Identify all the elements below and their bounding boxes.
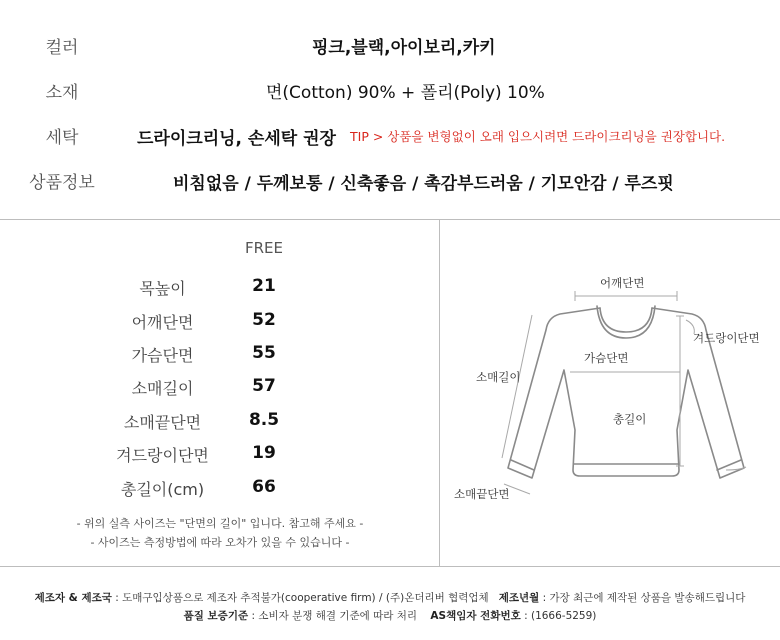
product-value: 비침없음 / 두께보통 / 신축좋음 / 촉감부드러움 / 기모안감 / 루즈핏 (173, 174, 674, 194)
washing-value: 드라이크리닝, 손세탁 권장 (137, 129, 336, 149)
material-label: 소재 (45, 83, 79, 103)
diagram-shoulder-label: 어깨단면 (600, 276, 645, 290)
maker-label: 제조자 & 제조국 (34, 592, 112, 604)
size-header-free: FREE (244, 239, 283, 257)
size-value: 57 (252, 376, 276, 396)
warranty-label: 품질 보증기준 (183, 610, 249, 622)
washing-label: 세탁 (45, 128, 79, 148)
size-value: 55 (252, 343, 276, 363)
size-label: 가슴단면 (131, 346, 194, 365)
as-value: : (1666-5259) (524, 610, 597, 622)
size-label: 소매길이 (131, 379, 194, 398)
size-value: 8.5 (248, 410, 280, 430)
material-value: 면(Cotton) 90% + 폴리(Poly) 10% (266, 83, 545, 103)
color-label: 컬러 (45, 38, 79, 58)
size-value: 52 (252, 310, 276, 330)
size-note: - 위의 실측 사이즈는 "단면의 길이" 입니다. 참고해 주세요 - (76, 517, 364, 530)
size-note: - 사이즈는 측정방법에 따라 오차가 있을 수 있습니다 - (90, 536, 350, 549)
diagram-armpit-label: 겨드랑이단면 (693, 331, 760, 345)
diagram-sleeve-label: 소매길이 (476, 370, 521, 384)
size-value: 21 (252, 276, 276, 296)
sleeve-end-guide (726, 467, 746, 470)
size-value: 66 (252, 477, 276, 497)
year-label: 제조년월 (498, 592, 540, 604)
footer-line-2 (0, 608, 780, 623)
diagram-cuff-label: 소매끝단면 (454, 487, 510, 501)
product-label: 상품정보 (29, 173, 95, 193)
color-value: 핑크,블랙,아이보리,카키 (312, 38, 496, 58)
maker-value: : 도매구입상품으로 제조자 추적불가(cooperative firm) / (주)온더리버 협력업체 (115, 592, 489, 604)
diagram-total-label: 총길이 (613, 412, 647, 426)
washing-tip: TIP > 상품을 변형없이 오래 입으시려면 드라이크리닝을 권장합니다. (350, 129, 726, 144)
size-label: 겨드랑이단면 (116, 446, 209, 465)
size-label: 소매끝단면 (123, 413, 202, 432)
as-label: AS책임자 전화번호 (430, 610, 521, 622)
size-label: 어깨단면 (131, 313, 194, 332)
size-label: 총길이(cm) (120, 480, 205, 499)
diagram-chest-label: 가슴단면 (584, 351, 629, 365)
divider-bottom (0, 566, 780, 567)
size-value: 19 (252, 443, 276, 463)
footer-line-1 (0, 590, 780, 605)
warranty-value: : 소비자 분쟁 해결 기준에 따라 처리 (251, 610, 418, 622)
garment-diagram-svg (440, 220, 780, 566)
size-label: 목높이 (139, 279, 186, 298)
year-value: : 가장 최근에 제작된 상품을 발송해드립니다 (542, 592, 746, 604)
